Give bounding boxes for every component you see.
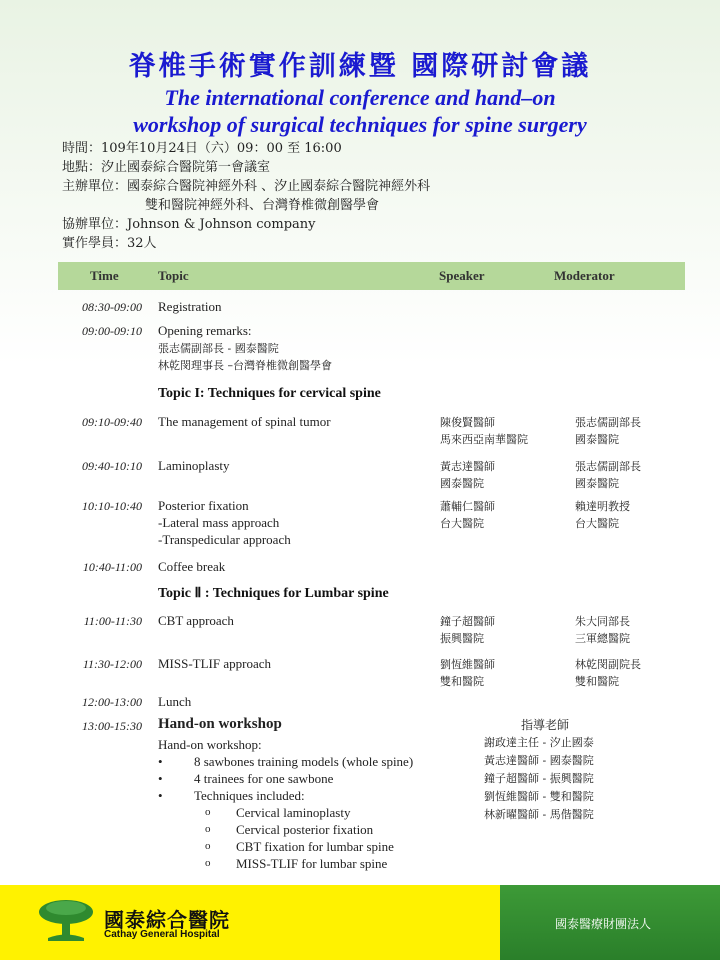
topic-posterior-fixation: Posterior fixation	[158, 498, 249, 513]
topic-spinal-tumor: The management of spinal tumor	[158, 414, 331, 429]
logo-chinese-name: 國泰綜合醫院	[104, 908, 230, 932]
speaker-hospital: 台大醫院	[440, 517, 484, 530]
time-lunch: 12:00-13:00	[82, 695, 142, 709]
mentor-heading: 指導老師	[521, 718, 570, 732]
speaker-hospital: 國泰醫院	[440, 477, 484, 490]
bullet-icon: •	[158, 788, 163, 803]
opening-speaker-1: 張志儒副部長 - 國泰醫院	[158, 342, 279, 355]
circle-bullet-icon: o	[205, 857, 211, 869]
speaker-name: 陳俊賢醫師	[440, 416, 495, 429]
time-cbt: 11:00-11:30	[83, 614, 142, 628]
time-workshop: 13:00-15:30	[82, 719, 142, 733]
info-host-continued: 雙和醫院神經外科、台灣脊椎微創醫學會	[145, 198, 380, 213]
time-opening: 09:00-09:10	[82, 324, 142, 338]
info-co-host: 協辦單位：Johnson & Johnson company	[62, 217, 316, 232]
circle-bullet-icon: o	[205, 806, 211, 818]
time-coffee-break: 10:40-11:00	[82, 560, 142, 574]
header-moderator: Moderator	[554, 268, 615, 283]
header-time: Time	[90, 268, 119, 283]
speaker-name: 鐘子超醫師	[440, 615, 495, 628]
moderator-hospital: 國泰醫院	[575, 433, 619, 446]
moderator-hospital: 三軍總醫院	[575, 632, 630, 645]
info-trainees: 實作學員：32人	[62, 236, 157, 251]
speaker-name: 蕭輔仁醫師	[440, 500, 495, 513]
time-laminoplasty: 09:40-10:10	[82, 459, 142, 473]
schedule-table-header	[58, 262, 685, 290]
moderator-hospital: 雙和醫院	[575, 675, 619, 688]
time-registration: 08:30-09:00	[82, 300, 142, 314]
speaker-hospital: 馬來西亞南華醫院	[440, 433, 528, 446]
speaker-hospital: 雙和醫院	[440, 675, 484, 688]
circle-bullet-icon: o	[205, 840, 211, 852]
moderator-name: 張志儒副部長	[575, 460, 641, 473]
topic-registration: Registration	[158, 299, 222, 314]
foundation-name: 國泰醫療財團法人	[555, 917, 652, 931]
logo-english-name: Cathay General Hospital	[104, 929, 220, 940]
tree-icon	[38, 898, 94, 944]
moderator-name: 賴達明教授	[575, 500, 630, 513]
info-host: 主辦單位：國泰綜合醫院神經外科 、汐止國泰綜合醫院神經外科	[62, 179, 431, 194]
topic-cbt: CBT approach	[158, 613, 234, 628]
opening-speaker-2: 林乾閔理事長 –台灣脊椎微創醫學會	[158, 359, 332, 372]
list-item: 林新曜醫師 - 馬偕醫院	[484, 808, 594, 821]
topic-lunch: Lunch	[158, 694, 192, 709]
section-cervical-spine: Topic I: Techniques for cervical spine	[158, 386, 381, 401]
info-location: 地點：汐止國泰綜合醫院第一會議室	[62, 160, 271, 175]
bullet-icon: •	[158, 771, 163, 786]
topic-opening: Opening remarks:	[158, 323, 252, 338]
moderator-hospital: 台大醫院	[575, 517, 619, 530]
list-item: 謝政達主任 - 汐止國泰	[484, 736, 594, 749]
topic-laminoplasty: Laminoplasty	[158, 458, 230, 473]
mentor-list	[484, 734, 594, 824]
title-english-line2: workshop of surgical techniques for spine surgery	[133, 112, 587, 137]
list-item: 鐘子超醫師 - 振興醫院	[484, 772, 594, 785]
moderator-name: 張志儒副部長	[575, 416, 641, 429]
moderator-name: 林乾閔副院長	[575, 658, 641, 671]
time-miss-tlif: 11:30-12:00	[82, 657, 142, 671]
workshop-title: Hand-on workshop	[158, 716, 282, 732]
header-topic: Topic	[158, 268, 189, 283]
moderator-hospital: 國泰醫院	[575, 477, 619, 490]
title-chinese: 脊椎手術實作訓練暨 國際研討會議	[128, 51, 592, 82]
speaker-hospital: 振興醫院	[440, 632, 484, 645]
speaker-name: 劉恆維醫師	[440, 658, 495, 671]
circle-bullet-icon: o	[205, 823, 211, 835]
speaker-name: 黃志達醫師	[440, 460, 495, 473]
header-speaker: Speaker	[439, 268, 485, 283]
moderator-name: 朱大同部長	[575, 615, 630, 628]
workshop-subtitle: Hand-on workshop:	[158, 737, 262, 752]
time-spinal-tumor: 09:10-09:40	[82, 415, 142, 429]
list-item: 黃志達醫師 - 國泰醫院	[484, 754, 594, 767]
info-time: 時間：109年10月24日（六）09：00 至 16:00	[62, 141, 342, 156]
topic-transpedicular: -Transpedicular approach	[158, 532, 291, 547]
topic-coffee-break: Coffee break	[158, 559, 226, 574]
section-lumbar-spine: Topic Ⅱ : Techniques for Lumbar spine	[158, 586, 389, 601]
list-item: 劉恆維醫師 - 雙和醫院	[484, 790, 594, 803]
title-english-line1: The international conference and hand–on	[164, 85, 556, 110]
topic-miss-tlif: MISS-TLIF approach	[158, 656, 272, 671]
topic-lateral-mass: -Lateral mass approach	[158, 515, 280, 530]
bullet-icon: •	[158, 754, 163, 769]
time-posterior-fixation: 10:10-10:40	[82, 499, 142, 513]
